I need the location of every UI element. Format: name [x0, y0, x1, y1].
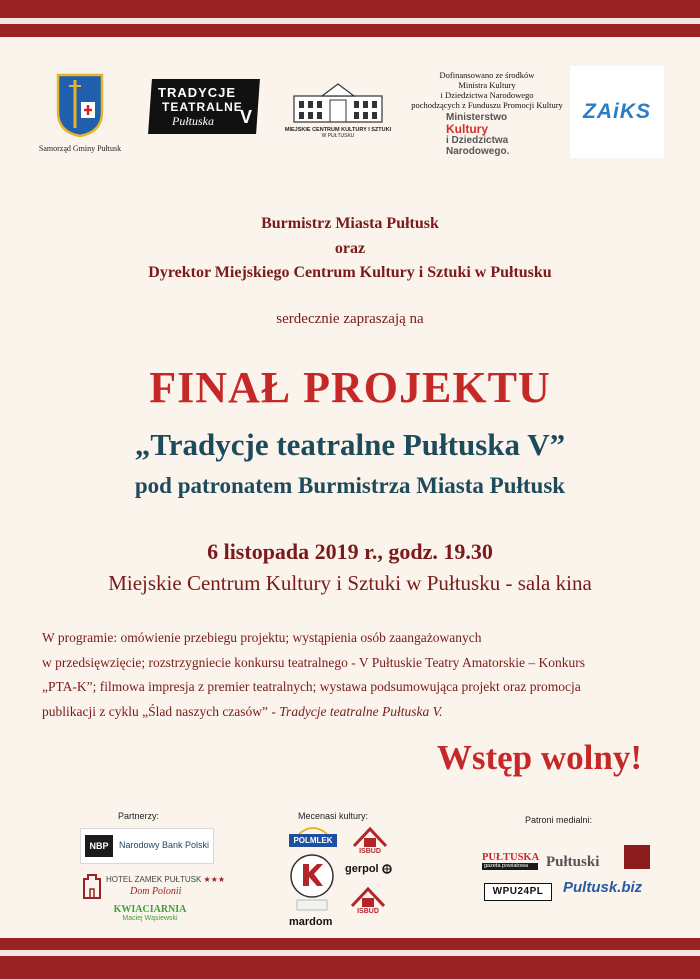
mckis-caption-line2: W PUŁTUSKU [321, 133, 355, 139]
media-heading: Patroni medialni: [525, 815, 593, 825]
polmlek-logo [289, 826, 337, 848]
event-datetime: 6 listopada 2019 r., godz. 19.30 [207, 539, 493, 564]
patronage: pod patronatem Burmistrza Miasta Pułtusk [134, 473, 566, 498]
invite-text: serdecznie zapraszają na [276, 311, 424, 327]
gerpol-mark-icon [382, 864, 392, 874]
funding-line4: pochodzących z Funduszu Promocji Kultury [411, 100, 563, 110]
gazeta-sub: gazeta powiatowa [482, 863, 538, 870]
program-line2: w przedsięwzięcie; rozstrzygniecie konkursu teatralnego - V Pułtuskie Teatry Amatorskie – Konkurs [42, 654, 586, 670]
gazeta-logo [482, 852, 538, 872]
red-square-logo [624, 845, 650, 869]
nbp-logo [80, 828, 214, 864]
tradycje-line2: TEATRALNE [162, 100, 243, 114]
tygodnik-title: Pułtuski [546, 854, 600, 870]
ministry-line1: Ministerstwo [446, 112, 508, 123]
host1: Burmistrz Miasta Pułtusk [261, 215, 439, 232]
program-line3: „PTA-K”; filmowa impresja z premier teatralnych; wystawa podsumowująca projekt oraz promocja [42, 679, 581, 694]
tradycje-roman: V [240, 107, 253, 127]
funding-line2: Ministra Kultury [458, 80, 516, 90]
top-band-lower [0, 24, 700, 37]
kwiaciarnia-text: KWIACIARNIA [113, 904, 187, 915]
hotel-sub: Dom Polonii [130, 886, 182, 897]
top-band [0, 0, 700, 18]
program-line1: W programie: omówienie przebiegu projektu; wystąpienia osób zaangażowanych [42, 630, 482, 645]
project-subtitle: „Tradycje teatralne Pułtuska V” [134, 427, 566, 462]
building-icon [292, 80, 384, 124]
isbud-logo [352, 826, 388, 860]
samorzad-caption: Samorząd Gminy Pułtusk [38, 144, 122, 153]
mardom-logo: mardom [289, 916, 333, 928]
zaiks-logo [570, 66, 664, 158]
kwiaciarnia-owner: Maciej Wąsiewski [122, 915, 178, 922]
wpu24-text: WPU24PL [492, 886, 544, 897]
gerpol-logo [345, 863, 392, 875]
program-text [42, 626, 682, 724]
isbud-dev-text: ISBUD [357, 908, 379, 915]
polmlek-text: POLMLEK [289, 834, 337, 847]
event-venue: Miejskie Centrum Kultury i Sztuki w Pułtusku - sala kina [108, 571, 592, 595]
kwiaciarnia-logo [100, 904, 200, 922]
house-dev-icon [350, 886, 386, 908]
bottom-band [0, 956, 700, 979]
gazeta-title: PUŁTUSKA [482, 852, 540, 863]
wpu24-logo [484, 883, 552, 901]
tygodnik-logo [542, 850, 622, 874]
funding-line3: i Dziedzictwa Narodowego [440, 90, 534, 100]
isbud-dev-logo [350, 886, 386, 922]
page-title: FINAŁ PROJEKTU [149, 363, 551, 412]
hotel-logo [82, 868, 226, 904]
hotel-tower-icon [82, 871, 102, 899]
mckis-caption-line1: MIEJSKIE CENTRUM KULTURY I SZTUKI [284, 127, 392, 133]
emblem-icon [289, 852, 335, 914]
program-line4: publikacji z cyklu „Ślad naszych czasów” - Tradycje teatralne Pułtuska V. [42, 703, 443, 719]
bottom-band-upper [0, 938, 700, 950]
kossakowski-logo [289, 852, 335, 914]
host2: Dyrektor Miejskiego Centrum Kultury i Sztuki w Pułtusku [148, 264, 552, 281]
funding-note [403, 70, 571, 110]
isbud-text: ISBUD [359, 848, 381, 855]
coat-of-arms-icon [55, 72, 105, 138]
hotel-name: HOTEL ZAMEK PUŁTUSK ★★★ [106, 875, 226, 884]
gerpol-text: gerpol [345, 863, 379, 875]
tradycje-line1: TRADYCJE [158, 85, 237, 100]
zaiks-text: ZAiKS [583, 100, 651, 123]
culture-heading: Mecenasi kultury: [298, 811, 369, 821]
tradycje-line3: Pułtuska [172, 114, 214, 128]
sun-icon [289, 826, 337, 834]
house-icon [352, 826, 388, 848]
and-text: oraz [334, 240, 366, 257]
funding-line1: Dofinansowano ze środków [439, 70, 535, 80]
ministry-line4: Narodowego. [446, 146, 510, 157]
samorzad-logo [25, 72, 135, 153]
partners-heading: Partnerzy: [118, 811, 160, 821]
pultusk-biz-logo: Pultusk.biz [563, 879, 643, 896]
nbp-badge: NBP [85, 835, 113, 857]
mckis-logo [278, 80, 398, 139]
ministry-line3: i Dziedzictwa [446, 135, 509, 146]
nbp-name: Narodowy Bank Polski [119, 840, 210, 850]
tradycje-logo [150, 79, 258, 134]
ministry-line2: Kultury [446, 122, 488, 136]
entry-note: Wstęp wolny! [436, 738, 642, 777]
ministry-logo [446, 112, 546, 157]
